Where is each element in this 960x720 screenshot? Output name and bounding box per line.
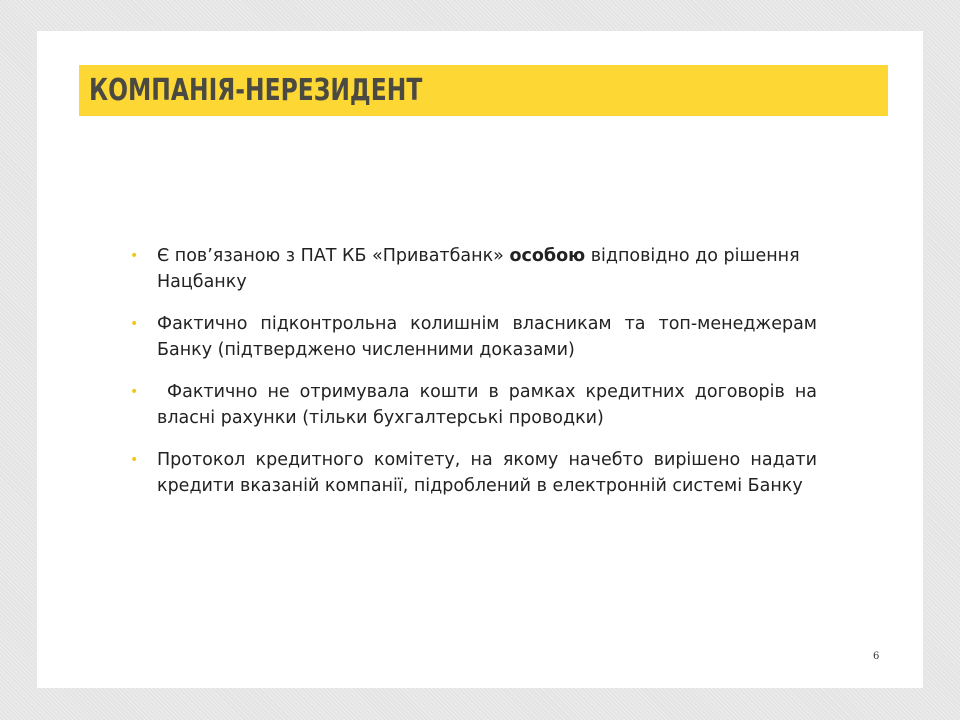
bullet-list — [130, 243, 823, 515]
bullet-item — [130, 243, 817, 295]
bullet-text-before: Є пов’язаною з ПАТ КБ «Приватбанк» — [157, 246, 510, 266]
bullet-item — [130, 311, 817, 363]
bullet-dot-icon: • — [130, 316, 139, 332]
bullet-item — [130, 447, 817, 499]
page-number: 6 — [873, 651, 880, 662]
bullet-dot-icon: • — [130, 384, 139, 400]
bullet-text-after: відповідно до рішення Нацбанку — [157, 246, 800, 292]
bullet-dot-icon: • — [130, 248, 139, 264]
bullet-text-bold: особою — [509, 246, 586, 266]
slide — [37, 31, 923, 688]
slide-title: КОМПАНІЯ-НЕРЕЗИДЕНТ — [89, 73, 423, 108]
title-bar — [79, 65, 888, 116]
bullet-dot-icon: • — [130, 452, 139, 468]
bullet-text: Фактично підконтрольна колишнім власникам та топ-менеджерам Банку (підтверджено численними доказами) — [157, 314, 817, 360]
bullet-item — [130, 379, 823, 431]
bullet-text: Фактично не отримувала кошти в рамках кредитних договорів на власні рахунки (тільки бухгалтерські проводки) — [157, 382, 823, 428]
bullet-text: Протокол кредитного комітету, на якому начебто вирішено надати кредити вказаній компанії, підроблений в електронній системі Банку — [157, 450, 817, 496]
